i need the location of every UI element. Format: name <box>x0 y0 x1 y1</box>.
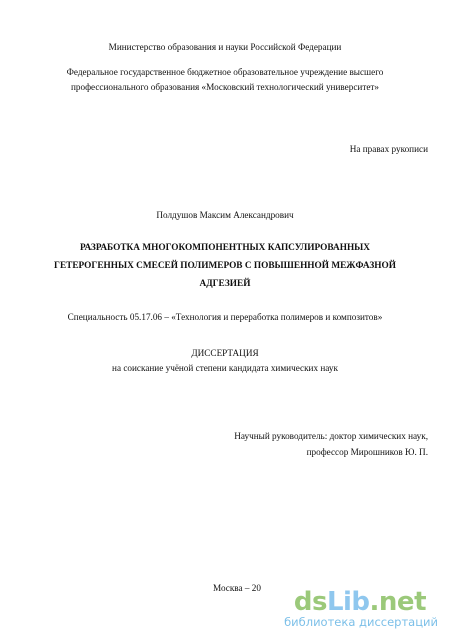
manuscript-note: На правах рукописи <box>349 144 428 154</box>
dissertation-title <box>0 239 450 293</box>
title-line-3: АДГЕЗИЕЙ <box>199 279 251 289</box>
supervisor-line-2: профессор Мирошников Ю. П. <box>306 447 428 457</box>
title-line-1: РАЗРАБОТКА МНОГОКОМПОНЕНТНЫХ КАПСУЛИРОВАННЫХ <box>79 243 371 253</box>
title-line-2: ГЕТЕРОГЕННЫХ СМЕСЕЙ ПОЛИМЕРОВ С ПОВЫШЕННОЙ МЕЖФАЗНОЙ <box>54 261 396 271</box>
university-line: профессионального образования «Московский технологический университет» <box>70 82 380 92</box>
supervisor-line-1: Научный руководитель: доктор химических наук, <box>234 431 428 441</box>
degree-line: на соискание учёной степени кандидата химических наук <box>112 363 338 373</box>
dslib-watermark <box>284 587 440 631</box>
author-name: Полдушов Максим Александрович <box>156 210 294 220</box>
watermark-logo-lib: Lib <box>326 587 370 617</box>
specialty-line: Специальность 05.17.06 – «Технология и переработка полимеров и композитов» <box>67 312 383 322</box>
ministry-line: Министерство образования и науки Российской Федерации <box>108 42 342 52</box>
watermark-logo-net: .net <box>369 587 426 617</box>
watermark-logo <box>294 587 426 617</box>
watermark-logo-ds: ds <box>293 587 327 617</box>
place-year: Москва – 20 <box>213 583 261 593</box>
document-type: ДИССЕРТАЦИЯ <box>191 348 259 358</box>
watermark-subtitle: библиотека диссертаций <box>284 615 438 629</box>
institution-line: Федеральное государственное бюджетное образовательное учреждение высшего <box>66 67 384 77</box>
